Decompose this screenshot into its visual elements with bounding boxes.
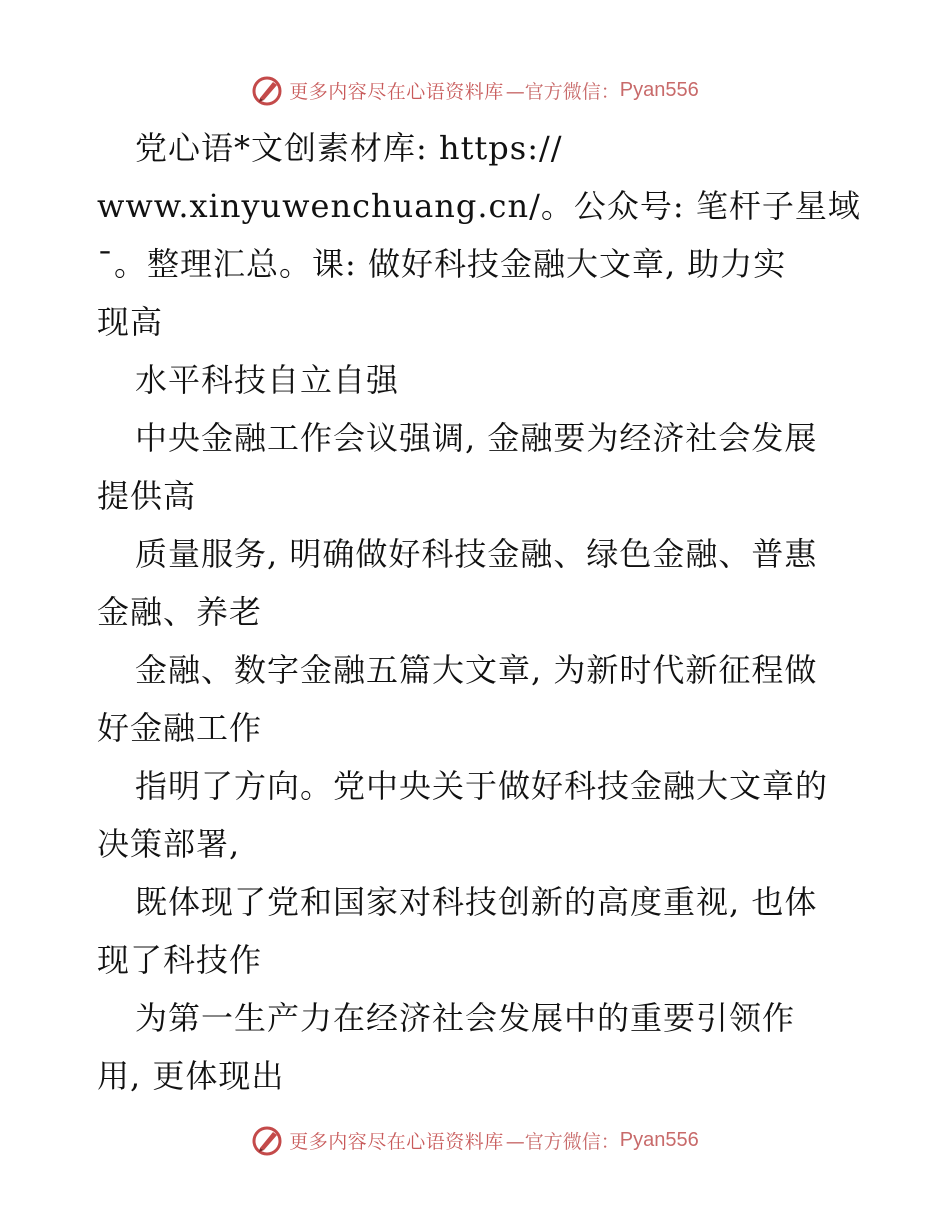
footer-watermark-id: Pyan556 <box>619 1128 699 1151</box>
body-line: 决策部署, <box>97 825 241 863</box>
footer-watermark <box>0 1120 950 1160</box>
header-watermark-id: Pyan556 <box>619 78 699 101</box>
body-line: 现高 <box>97 303 164 341</box>
footer-watermark-sub: —官方微信： <box>505 1130 620 1153</box>
body-line: 质量服务, 明确做好科技金融、绿色金融、普惠 <box>135 535 818 573</box>
body-line: 金融、数字金融五篇大文章, 为新时代新征程做 <box>135 651 818 689</box>
pen-logo-icon <box>251 1124 283 1156</box>
body-line: ¯。整理汇总。课: 做好科技金融大文章, 助力实 <box>97 245 787 283</box>
header-watermark-text: 更多内容尽在心语资料库 <box>289 80 504 103</box>
header-watermark-sub: —官方微信： <box>505 80 620 103</box>
document-body <box>97 119 861 1105</box>
body-line: 金融、养老 <box>97 593 263 631</box>
body-line: 水平科技自立自强 <box>135 361 400 399</box>
body-line: 现了科技作 <box>97 941 263 979</box>
body-line: 党心语*文创素材库: https:// <box>135 129 563 167</box>
body-line: 好金融工作 <box>97 709 263 747</box>
header-watermark <box>0 70 950 110</box>
body-line: 用, 更体现出 <box>97 1057 285 1095</box>
body-line: 既体现了党和国家对科技创新的高度重视, 也体 <box>135 883 818 921</box>
footer-watermark-text: 更多内容尽在心语资料库 <box>289 1130 504 1153</box>
pen-logo-icon <box>251 74 283 106</box>
body-line: www.xinyuwenchuang.cn/。公众号: 笔杆子星域 <box>97 187 861 225</box>
body-line: 中央金融工作会议强调, 金融要为经济社会发展 <box>135 419 818 457</box>
body-line: 指明了方向。党中央关于做好科技金融大文章的 <box>135 767 829 805</box>
body-line: 提供高 <box>97 477 197 515</box>
body-line: 为第一生产力在经济社会发展中的重要引领作 <box>135 999 796 1037</box>
